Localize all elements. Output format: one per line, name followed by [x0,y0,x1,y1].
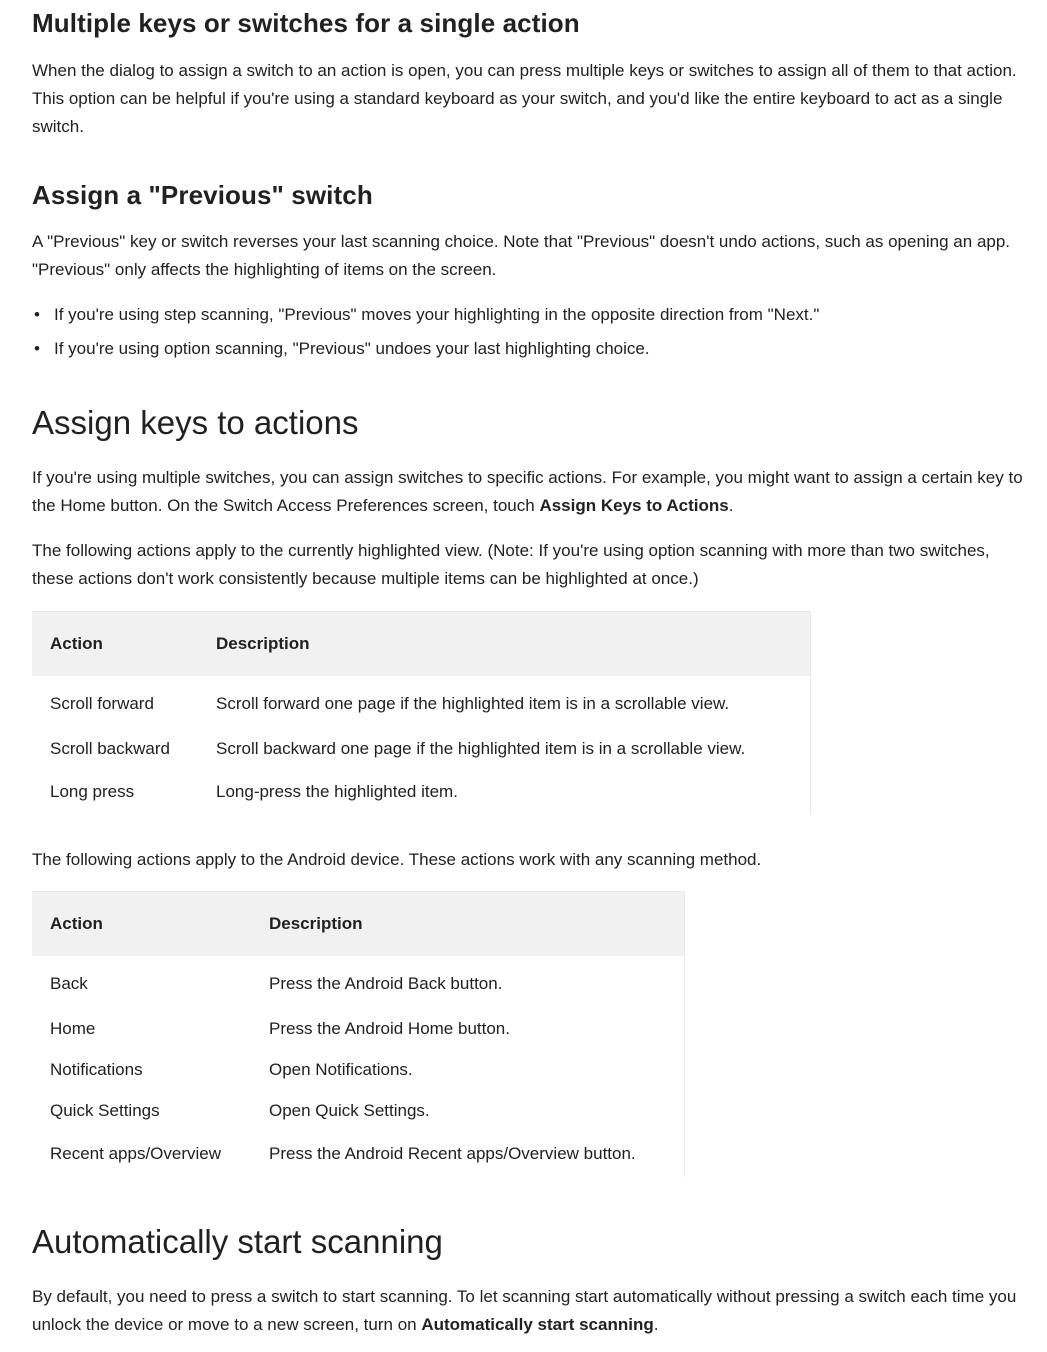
column-header-action: Action [32,892,251,957]
description-cell: Long-press the highlighted item. [216,782,458,801]
highlighted-view-actions-table [32,611,811,815]
action-cell: Quick Settings [50,1100,160,1120]
table-row [32,676,811,728]
description-cell: Press the Android Home button. [269,1018,510,1038]
column-header-description: Description [251,892,685,957]
table-row [32,1131,685,1177]
action-cell: Scroll backward [50,738,170,758]
description-cell: Open Quick Settings. [269,1100,430,1120]
paragraph-automatically-start: By default, you need to press a switch to start scanning. To let scanning start automatically without pressing a switch each time you unlock the device or move to a new screen, turn on Automatically start scanning. [32,1287,1017,1334]
action-cell: Recent apps/Overview [50,1144,222,1163]
action-cell: Scroll forward [50,694,154,713]
paragraph-multiple-keys: When the dialog to assign a switch to an action is open, you can press multiple keys or switches to assign all of them to that action. This option can be helpful if you're using a standard keyboard as your switch, and you'd like the entire keyboard to act as a single switch. [32,61,1017,136]
table-row [32,769,811,815]
paragraph-previous-switch: A "Previous" key or switch reverses your last scanning choice. Note that "Previous" doesn't undo actions, such as opening an app. "Previous" only affects the highlighting of items on the screen. [32,232,1011,279]
action-cell: Long press [50,782,135,801]
table-row [32,1008,685,1049]
heading-assign-keys: Assign keys to actions [32,404,359,441]
assign-keys-bold: Assign Keys to Actions [539,496,729,515]
paragraph-assign-intro: If you're using multiple switches, you can assign switches to specific actions. For example, you might want to assign a certain key to the Home button. On the Switch Access Preferences screen, touch Assign Keys to Actions. [32,468,1023,515]
paragraph-highlighted-view: The following actions apply to the currently highlighted view. (Note: If you're using option scanning with more than two switches, these actions don't work consistently because multiple items can be highlighted at once.) [32,541,990,588]
action-cell: Notifications [50,1059,143,1079]
heading-previous-switch: Assign a "Previous" switch [32,180,373,210]
table-row [32,956,685,1008]
description-cell: Scroll backward one page if the highlighted item is in a scrollable view. [216,738,746,758]
description-cell: Open Notifications. [269,1059,413,1079]
bullet-icon: • [34,339,40,358]
action-cell: Home [50,1018,96,1038]
heading-multiple-keys: Multiple keys or switches for a single action [32,8,580,38]
android-device-actions-table [32,891,685,1177]
description-cell: Press the Android Recent apps/Overview button. [269,1144,636,1163]
action-cell: Back [50,974,88,993]
list-item: • If you're using option scanning, "Previous" undoes your last highlighting choice. [32,335,1032,363]
table-row [32,1090,685,1131]
bullet-icon: • [34,305,40,324]
column-header-description: Description [198,612,811,677]
description-cell: Press the Android Back button. [269,974,503,993]
auto-start-bold: Automatically start scanning [421,1315,654,1334]
list-item: • If you're using step scanning, "Previous" moves your highlighting in the opposite direction from "Next." [32,301,1032,329]
description-cell: Scroll forward one page if the highlighted item is in a scrollable view. [216,694,730,713]
column-header-action: Action [32,612,198,677]
paragraph-android-device: The following actions apply to the Android device. These actions work with any scanning method. [32,850,762,869]
table-row [32,1049,685,1090]
previous-bullet-list [32,301,1032,363]
heading-automatically-start: Automatically start scanning [32,1223,443,1260]
table-row [32,728,811,769]
